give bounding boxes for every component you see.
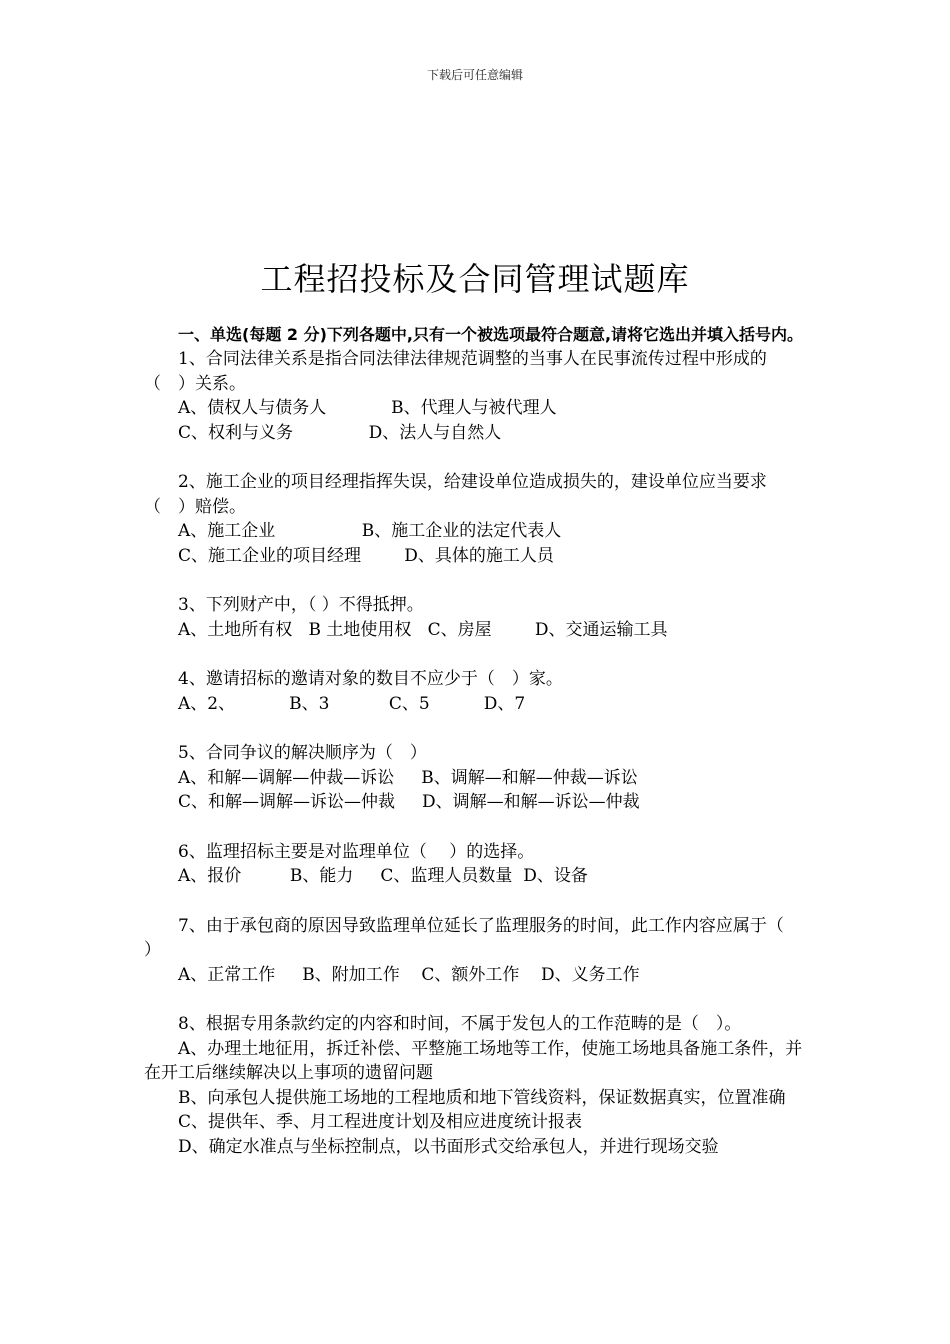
header-note: 下载后可任意编辑 bbox=[426, 68, 523, 82]
option-line: A、施工企业 B、施工企业的法定代表人 bbox=[178, 521, 562, 541]
option-line: C、和解—调解—诉讼—仲裁 D、调解—和解—诉讼—仲裁 bbox=[178, 792, 640, 812]
option-line: A、和解—调解—仲裁—诉讼 B、调解—和解—仲裁—诉讼 bbox=[178, 767, 638, 788]
option-line: A、报价 B、能力 C、监理人员数量 D、设备 bbox=[178, 866, 588, 886]
question-1 bbox=[144, 347, 808, 445]
question-stem: 8、根据专用条款约定的内容和时间，不属于发包人的工作范畴的是（ ）。 bbox=[178, 1014, 742, 1034]
option-line: A、正常工作 B、附加工作 C、额外工作 D、义务工作 bbox=[178, 964, 640, 985]
question-3 bbox=[144, 593, 808, 642]
question-2 bbox=[144, 470, 808, 568]
question-stem: 3、下列财产中，（ ）不得抵押。 bbox=[178, 595, 424, 615]
option-c: C、提供年、季、月工程进度计划及相应进度统计报表 bbox=[178, 1112, 583, 1132]
option-b: B、向承包人提供施工场地的工程地质和地下管线资料，保证数据真实，位置准确 bbox=[178, 1087, 786, 1108]
question-4 bbox=[144, 667, 808, 716]
option-line: C、权利与义务 D、法人与自然人 bbox=[178, 422, 502, 443]
option-line: A、2、 B、3 C、5 D、7 bbox=[178, 693, 526, 714]
question-stem: 1、合同法律关系是指合同法律法律规范调整的当事人在民事流传过程中形成的（ ）关系。 bbox=[144, 349, 767, 394]
document-body bbox=[144, 322, 808, 1159]
page-title: 工程招投标及合同管理试题库 bbox=[260, 260, 690, 298]
option-line: C、施工企业的项目经理 D、具体的施工人员 bbox=[178, 545, 554, 566]
question-stem: 5、合同争议的解决顺序为（ ） bbox=[178, 743, 427, 763]
question-stem: 7、由于承包商的原因导致监理单位延长了监理服务的时间，此工作内容应属于（ ） bbox=[144, 915, 807, 960]
option-line: A、债权人与债务人 B、代理人与被代理人 bbox=[178, 398, 557, 418]
option-line: A、土地所有权 B 土地使用权 C、房屋 D、交通运输工具 bbox=[178, 619, 668, 640]
option-a: A、办理土地征用，拆迁补偿、平整施工场地等工作，使施工场地具备施工条件，并在开工后继续解决以上事项的遗留问题 bbox=[144, 1038, 803, 1083]
question-8 bbox=[144, 1012, 808, 1159]
question-7 bbox=[144, 914, 808, 988]
question-6 bbox=[144, 840, 808, 889]
option-d: D、确定水准点与坐标控制点，以书面形式交给承包人，并进行现场交验 bbox=[178, 1136, 719, 1157]
question-stem: 4、邀请招标的邀请对象的数目不应少于（ ）家。 bbox=[178, 669, 563, 689]
section-heading: 一、单选(每题 2 分)下列各题中,只有一个被选项最符合题意,请将它选出并填入括号内。 bbox=[178, 325, 804, 344]
question-stem: 6、监理招标主要是对监理单位（ ）的选择。 bbox=[178, 841, 535, 862]
question-5 bbox=[144, 741, 808, 815]
question-stem: 2、施工企业的项目经理指挥失误，给建设单位造成损失的，建设单位应当要求（ ）赔偿。 bbox=[144, 472, 767, 517]
